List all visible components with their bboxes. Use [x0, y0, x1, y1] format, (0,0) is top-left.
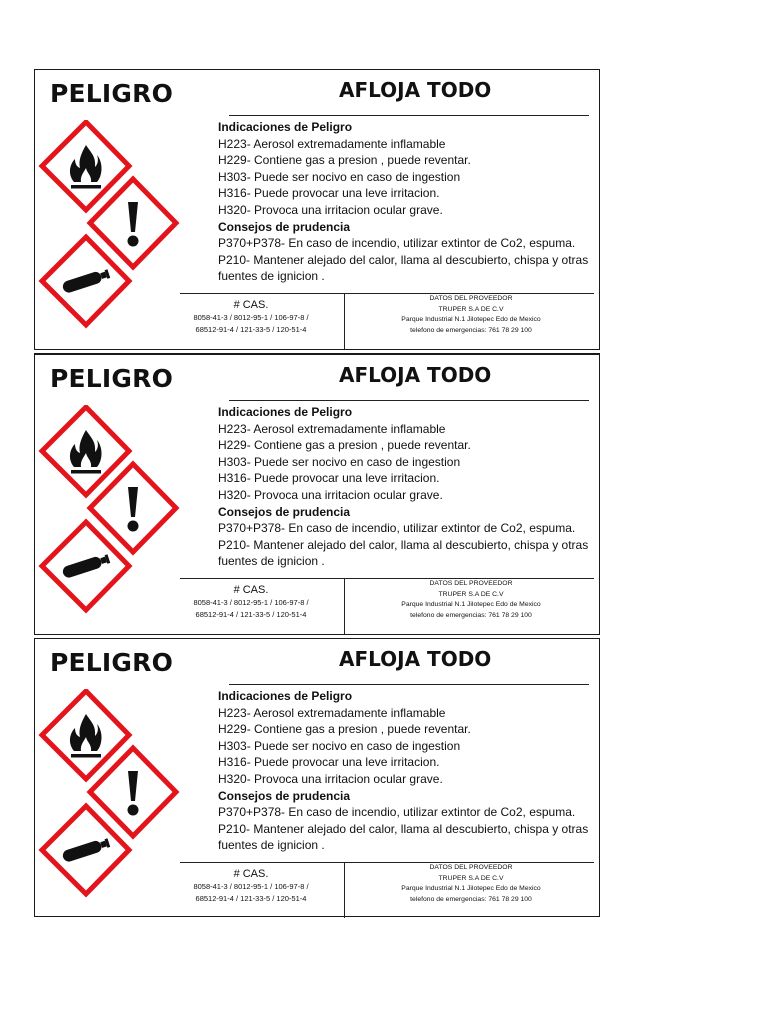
product-name: AFLOJA TODO: [339, 647, 492, 671]
hazard-statement: H223- Aerosol extremadamente inflamable: [218, 136, 446, 151]
precaution-heading: Consejos de prudencia: [218, 219, 351, 234]
precaution-statement: fuentes de ignicion .: [218, 838, 325, 853]
hazard-statement: H229- Contiene gas a presion , puede reventar.: [218, 438, 471, 453]
product-name: AFLOJA TODO: [339, 363, 492, 387]
cas-numbers: 68512-91-4 / 121-33-5 / 120-51-4: [195, 894, 307, 903]
ghs-pictograms: [35, 120, 195, 330]
hazard-statement: H320- Provoca una irritacion ocular grave.: [218, 487, 443, 502]
signal-word: PELIGRO: [50, 364, 174, 393]
divider: [229, 684, 589, 685]
hazard-label: [34, 69, 600, 350]
supplier-phone: telefono de emergencias: 761 78 29 100: [410, 326, 532, 334]
hazard-label: [34, 638, 600, 917]
signal-word: PELIGRO: [50, 79, 174, 108]
product-name: AFLOJA TODO: [339, 78, 492, 102]
supplier-block: [347, 579, 595, 621]
cas-numbers: 8058-41-3 / 8012-95-1 / 106-97-8 /: [193, 882, 309, 891]
supplier-heading: DATOS DEL PROVEEDOR: [429, 295, 513, 302]
hazard-heading: Indicaciones de Peligro: [218, 689, 353, 703]
hazard-statement: H303- Puede ser nocivo en caso de ingestion: [218, 169, 461, 184]
hazard-statement: H320- Provoca una irritacion ocular grave.: [218, 202, 443, 217]
hazard-statement: H320- Provoca una irritacion ocular grave.: [218, 771, 443, 786]
cas-title: # CAS.: [233, 299, 269, 311]
precaution-statement: P210- Mantener alejado del calor, llama al descubierto, chispa y otras: [218, 537, 589, 552]
cas-title: # CAS.: [233, 584, 269, 596]
supplier-phone: telefono de emergencias: 761 78 29 100: [410, 895, 532, 903]
precaution-statement: fuentes de ignicion .: [218, 269, 325, 284]
cas-numbers: 8058-41-3 / 8012-95-1 / 106-97-8 /: [193, 598, 309, 607]
precaution-heading: Consejos de prudencia: [218, 504, 351, 519]
cas-block: [175, 868, 327, 905]
precaution-statement: P210- Mantener alejado del calor, llama al descubierto, chispa y otras: [218, 821, 589, 836]
supplier-block: [347, 294, 595, 336]
hazard-statement: H223- Aerosol extremadamente inflamable: [218, 705, 446, 720]
divider: [344, 579, 345, 634]
hazard-statements: [218, 404, 598, 570]
hazard-statement: H303- Puede ser nocivo en caso de ingestion: [218, 454, 461, 469]
hazard-statement: H316- Puede provocar una leve irritacion.: [218, 755, 440, 770]
hazard-label: [34, 353, 600, 635]
supplier-name: TRUPER S.A DE C.V: [438, 590, 504, 598]
hazard-statement: H229- Contiene gas a presion , puede reventar.: [218, 153, 471, 168]
precaution-heading: Consejos de prudencia: [218, 788, 351, 803]
divider: [344, 863, 345, 918]
cas-block: [175, 299, 327, 336]
divider: [344, 294, 345, 349]
supplier-heading: DATOS DEL PROVEEDOR: [429, 864, 513, 871]
supplier-name: TRUPER S.A DE C.V: [438, 305, 504, 313]
ghs-pictograms: [35, 405, 195, 615]
supplier-address: Parque Industrial N.1 Jilotepec Edo de Mexico: [401, 601, 541, 608]
hazard-statement: H303- Puede ser nocivo en caso de ingestion: [218, 738, 461, 753]
hazard-heading: Indicaciones de Peligro: [218, 405, 353, 419]
supplier-block: [347, 863, 595, 905]
precaution-statement: fuentes de ignicion .: [218, 554, 325, 569]
hazard-statement: H316- Puede provocar una leve irritacion.: [218, 186, 440, 201]
signal-word: PELIGRO: [50, 648, 174, 677]
supplier-phone: telefono de emergencias: 761 78 29 100: [410, 611, 532, 619]
supplier-name: TRUPER S.A DE C.V: [438, 874, 504, 882]
hazard-statement: H316- Puede provocar una leve irritacion.: [218, 471, 440, 486]
hazard-heading: Indicaciones de Peligro: [218, 120, 353, 134]
hazard-statement: H229- Contiene gas a presion , puede reventar.: [218, 722, 471, 737]
hazard-statements: [218, 688, 598, 854]
precaution-statement: P370+P378- En caso de incendio, utilizar extintor de Co2, espuma.: [218, 521, 576, 536]
cas-numbers: 68512-91-4 / 121-33-5 / 120-51-4: [195, 325, 307, 334]
ghs-pictograms: [35, 689, 195, 899]
cas-numbers: 68512-91-4 / 121-33-5 / 120-51-4: [195, 610, 307, 619]
cas-block: [175, 584, 327, 621]
cas-title: # CAS.: [233, 868, 269, 880]
divider: [229, 115, 589, 116]
supplier-address: Parque Industrial N.1 Jilotepec Edo de Mexico: [401, 885, 541, 892]
divider: [229, 400, 589, 401]
precaution-statement: P370+P378- En caso de incendio, utilizar extintor de Co2, espuma.: [218, 805, 576, 820]
cas-numbers: 8058-41-3 / 8012-95-1 / 106-97-8 /: [193, 313, 309, 322]
supplier-address: Parque Industrial N.1 Jilotepec Edo de Mexico: [401, 316, 541, 323]
precaution-statement: P210- Mantener alejado del calor, llama al descubierto, chispa y otras: [218, 252, 589, 267]
precaution-statement: P370+P378- En caso de incendio, utilizar extintor de Co2, espuma.: [218, 236, 576, 251]
supplier-heading: DATOS DEL PROVEEDOR: [429, 580, 513, 587]
hazard-statement: H223- Aerosol extremadamente inflamable: [218, 421, 446, 436]
hazard-statements: [218, 119, 598, 285]
